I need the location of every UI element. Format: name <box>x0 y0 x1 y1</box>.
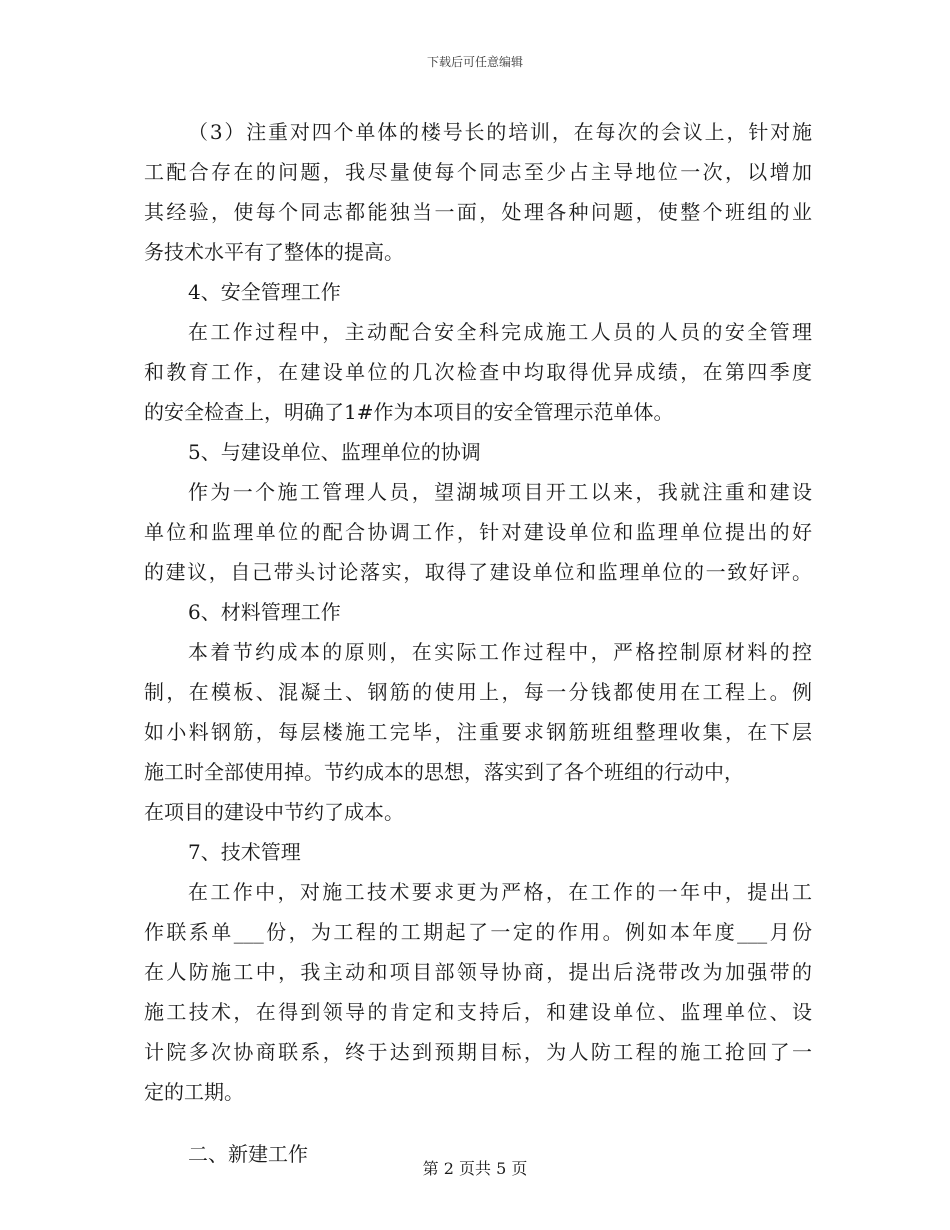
paragraph-line: 的建议，自己带头讨论落实，取得了建设单位和监理单位的一致好评。 <box>144 560 812 584</box>
section-heading: 5、与建设单位、监理单位的协调 <box>188 440 481 464</box>
page-header: 下载后可任意编辑 <box>426 55 523 69</box>
paragraph-line: 如小料钢筋，每层楼施工完毕，注重要求钢筋班组整理收集，在下层 <box>144 720 812 744</box>
paragraph-line: 作联系单___份，为工程的工期起了一定的作用。例如本年度___月份 <box>144 920 812 944</box>
paragraph-line: 务技术水平有了整体的提高。 <box>144 240 404 264</box>
paragraph-line: 制，在模板、混凝土、钢筋的使用上，每一分钱都使用在工程上。例 <box>144 680 812 704</box>
page-footer: 第 2 页共 5 页 <box>422 1159 528 1178</box>
paragraph-line: 计院多次协商联系，终于达到预期目标，为人防工程的施工抢回了一 <box>144 1040 812 1064</box>
section-heading: 4、安全管理工作 <box>188 280 341 304</box>
document-body <box>144 112 812 1174</box>
paragraph-line: 施工技术，在得到领导的肯定和支持后，和建设单位、监理单位、设 <box>144 1000 812 1024</box>
paragraph-line: 工配合存在的问题，我尽量使每个同志至少占主导地位一次，以增加 <box>144 160 812 184</box>
paragraph-line: 作为一个施工管理人员，望湖城项目开工以来，我就注重和建设 <box>188 480 812 504</box>
section-heading: 6、材料管理工作 <box>188 600 341 624</box>
paragraph-line: 在项目的建设中节约了成本。 <box>144 800 404 824</box>
section-heading: 二、新建工作 <box>188 1142 308 1166</box>
paragraph-line: 的安全检查上，明确了1#作为本项目的安全管理示范单体。 <box>144 400 674 424</box>
paragraph-line: 单位和监理单位的配合协调工作，针对建设单位和监理单位提出的好 <box>144 520 812 544</box>
paragraph-line: 在工作过程中，主动配合安全科完成施工人员的人员的安全管理 <box>188 320 812 344</box>
paragraph-line: 本着节约成本的原则，在实际工作过程中，严格控制原材料的控 <box>188 640 812 664</box>
paragraph-line: （3）注重对四个单体的楼号长的培训，在每次的会议上，针对施 <box>188 120 812 144</box>
paragraph-line: 在人防施工中，我主动和项目部领导协商，提出后浇带改为加强带的 <box>144 960 812 984</box>
paragraph-line: 定的工期。 <box>144 1080 244 1104</box>
paragraph-line: 在工作中，对施工技术要求更为严格，在工作的一年中，提出工 <box>188 880 812 904</box>
paragraph-line: 其经验，使每个同志都能独当一面，处理各种问题，使整个班组的业 <box>144 200 812 224</box>
paragraph-line: 施工时全部使用掉。节约成本的思想，落实到了各个班组的行动中， <box>144 760 744 784</box>
section-heading: 7、技术管理 <box>188 840 301 864</box>
paragraph-line: 和教育工作，在建设单位的几次检查中均取得优异成绩，在第四季度 <box>144 360 812 384</box>
